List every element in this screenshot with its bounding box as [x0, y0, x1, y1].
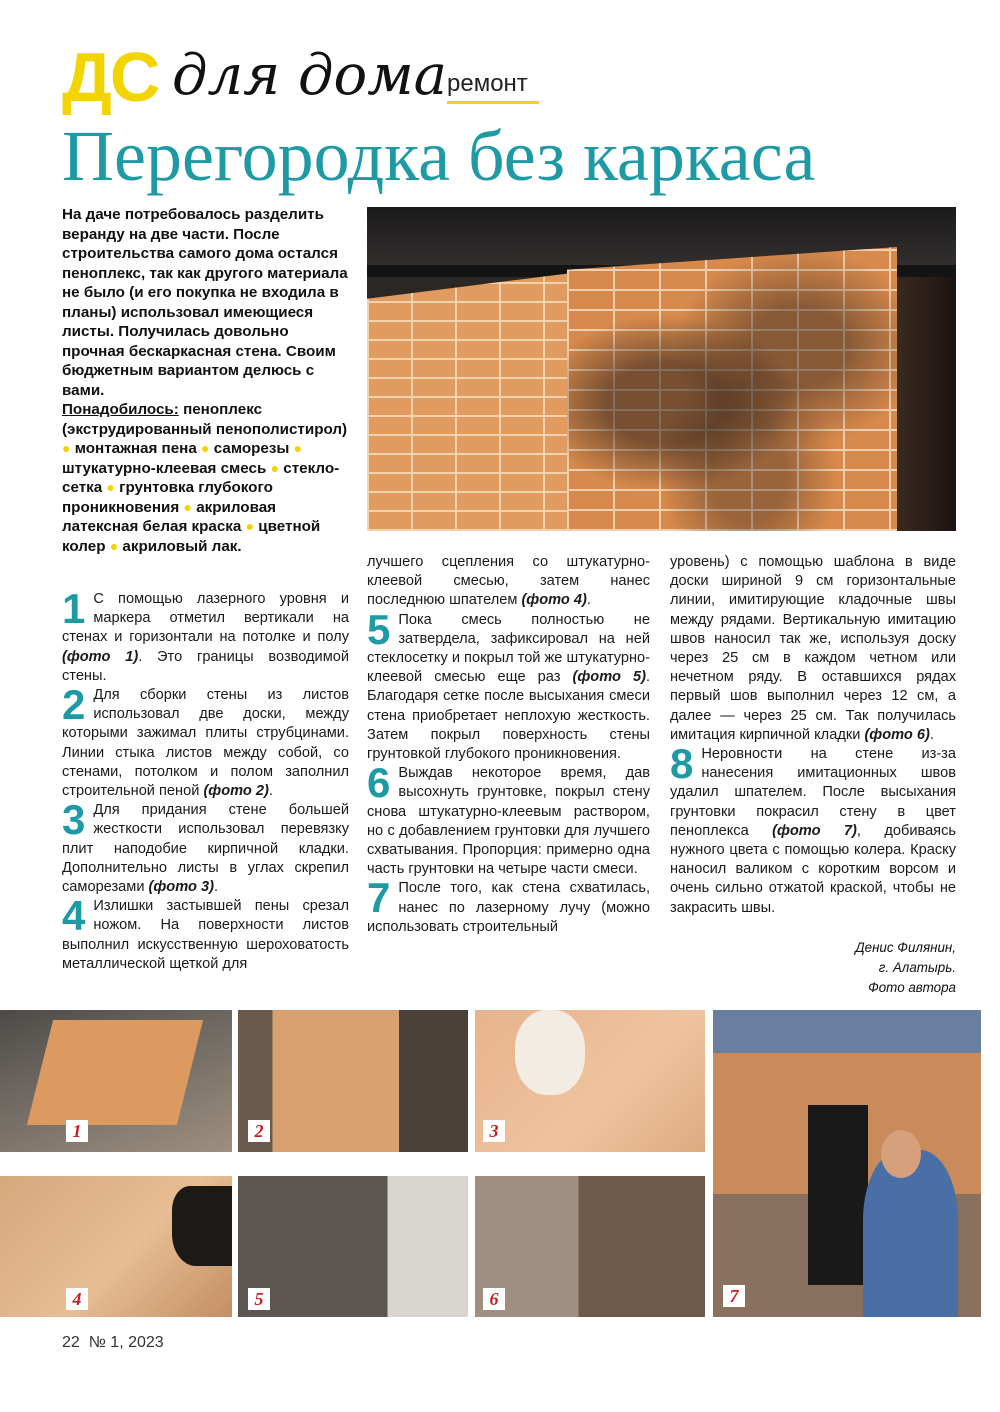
photo-reference: (фото 1): [62, 648, 139, 665]
step-paragraph: 4 Излишки застывшей пены срезал ножом. На поверхности листов выполнил искусственную шероховатость металлической щеткой для: [62, 892, 349, 972]
material-item: грунтовка глубокого проникновения: [62, 479, 273, 516]
step-paragraph: 8 Неровности на стене из-за нанесения имитационных швов удалил шпателем. После высыхания грунтовки покрасил стену в цвет пеноплекса (фото 7), добиваясь нужного цвета с помощью колера. Краску наносил валиком с коротким ворсом и очень сильно отжатой краской, чтобы не закрасить швы.: [670, 740, 956, 916]
step-paragraph: 6 Выждав некоторое время, дав высохнуть грунтовке, покрыл стену снова штукатурно-клеевым раствором, но с добавлением грунтовки для лучшего схватывания. Пропорция: примерно одна часть грунтовки на четыре части смеси.: [367, 759, 650, 878]
photo-number-label: 6: [483, 1288, 505, 1310]
material-item: пеноплекс (экструдированный пенополистирол): [62, 401, 348, 438]
bullet-dot-icon: ●: [183, 498, 192, 515]
step-number: 7: [367, 874, 391, 922]
person-head: [881, 1130, 921, 1178]
photo-credit: Фото автора: [868, 980, 956, 995]
author-city: г. Алатырь.: [878, 960, 956, 975]
step-number: 8: [670, 740, 694, 788]
step-number: 5: [367, 605, 391, 653]
brick-wall-left: [367, 273, 572, 531]
step-paragraph: 7 После того, как стена схватилась, нанес по лазерному лучу (можно использовать строительный: [367, 874, 650, 935]
continued-paragraph: уровень) с помощью шаблона в виде доски шириной 9 см горизонтальные линии, имитирующие кладочные швы между рядами. Вертикальную имитацию швов наносил так же, используя доску через 25 см в каждом четном или нечетном ряду. В оставшихся рядах первый шов выполнил через 12 см, а далее — через 25 см. Так получилась имитация кирпичной кладки (фото 6).: [670, 554, 956, 743]
bullet-dot-icon: ●: [201, 440, 210, 456]
photo-number-label: 1: [66, 1120, 88, 1142]
material-item: акриловая латексная белая краска: [62, 498, 277, 535]
photo-7: [713, 1010, 981, 1317]
bullet-dot-icon: ●: [293, 440, 303, 456]
photo-number-label: 7: [723, 1285, 745, 1307]
material-item: цветной колер: [62, 518, 321, 555]
step-number: 6: [367, 759, 391, 807]
step-number: 4: [62, 892, 86, 940]
article-title: Перегородка без каркаса: [62, 116, 816, 196]
material-item: стекло-сетка: [62, 459, 340, 496]
material-item: монтажная пена: [74, 440, 197, 457]
brick-wall-right: [567, 247, 897, 531]
step-paragraph: 1 С помощью лазерного уровня и маркера отметил вертикали на стенах и горизонтали на потолке и полу (фото 1). Это границы возводимой стены.: [62, 585, 350, 684]
photo-reference: (фото 5): [572, 669, 646, 686]
magazine-brand-logo: ДС: [62, 38, 159, 116]
step-number: 3: [62, 796, 86, 844]
page-footer: [62, 1334, 164, 1352]
photo-1: [0, 1010, 232, 1152]
bullet-dot-icon: ●: [106, 479, 115, 495]
intro-paragraph: На даче потребовалось разделить веранду на две части. После строительства самого дома остался пеноплекс, так как другого материала не было (и его покупка не входила в планы) использовал имеющиеся листы. Получилась довольно прочная бескаркасная стена. Своим бюджетным вариантом делюсь с вами.: [62, 206, 348, 399]
bullet-dot-icon: ●: [245, 518, 255, 534]
continued-paragraph: лучшего сцепления со штукатурно-клеевой смесью, затем нанес последнюю шпателем (фото 4).: [367, 554, 650, 609]
author-name: Денис Филянин,: [855, 940, 956, 955]
text-column-3: [670, 553, 956, 918]
step-paragraph: 3 Для придания стене большей жесткости использовал перевязку плит наподобие кирпичной кладки. Дополнительно листы в углах скрепил саморезами (фото 3).: [62, 796, 349, 896]
material-item: саморезы: [213, 440, 290, 457]
photo-number-label: 3: [483, 1120, 505, 1142]
foam-board: [27, 1020, 203, 1125]
section-label: ремонт: [447, 70, 528, 97]
issue-number: № 1, 2023: [88, 1334, 164, 1351]
photo-6: [475, 1176, 705, 1317]
photo-reference: (фото 6): [864, 726, 930, 743]
photo-number-label: 4: [66, 1288, 88, 1310]
photo-number-label: 5: [248, 1288, 270, 1310]
main-photo-brick-wall: [367, 207, 956, 531]
series-title: для дома: [172, 43, 448, 108]
step-paragraph: 5 Пока смесь полностью не затвердела, зафиксировал на ней стеклосетку и покрыл той же штукатурно-клеевой смесью еще раз (фото 5). Благодаря сетке после высыхания смеси стена приобретает неплохую жесткость. Затем покрыл поверхность стены грунтовкой глубокого проникновения.: [367, 605, 650, 763]
door-opening: [808, 1105, 868, 1285]
section-underline: [447, 101, 539, 104]
photo-4: [0, 1176, 232, 1317]
step-number: 1: [62, 585, 86, 632]
intro-text: [62, 205, 354, 556]
bullet-dot-icon: ●: [270, 459, 280, 476]
page-number: 22: [62, 1334, 80, 1351]
text-column-2: [367, 553, 650, 937]
author-credit: [790, 938, 956, 998]
photo-reference: (фото 7): [772, 822, 857, 839]
needed-label: Понадобилось:: [62, 401, 179, 418]
photo-2: [238, 1010, 468, 1152]
material-item: штукатурно-клеевая смесь: [62, 459, 267, 477]
material-item: акриловый лак.: [122, 537, 242, 555]
step-number: 2: [62, 681, 86, 729]
photo-5: [238, 1176, 468, 1317]
foam-blob: [515, 1010, 585, 1095]
photo-reference: (фото 4): [521, 592, 587, 609]
photo-reference: (фото 2): [203, 783, 269, 800]
bullet-dot-icon: ●: [109, 537, 119, 554]
photo-number-label: 2: [248, 1120, 270, 1142]
doorway: [897, 277, 956, 531]
photo-3: [475, 1010, 705, 1152]
step-paragraph: 2 Для сборки стены из листов использовал две доски, между которыми зажимал плиты струбцинами. Линии стыка листов между собой, со стенами, потолком и полом заполнил строительной пеной (фото 2).: [62, 681, 349, 800]
photo-reference: (фото 3): [148, 879, 214, 896]
dark-area: [172, 1186, 232, 1266]
bullet-dot-icon: ●: [62, 440, 71, 456]
text-column-1: [62, 585, 350, 974]
